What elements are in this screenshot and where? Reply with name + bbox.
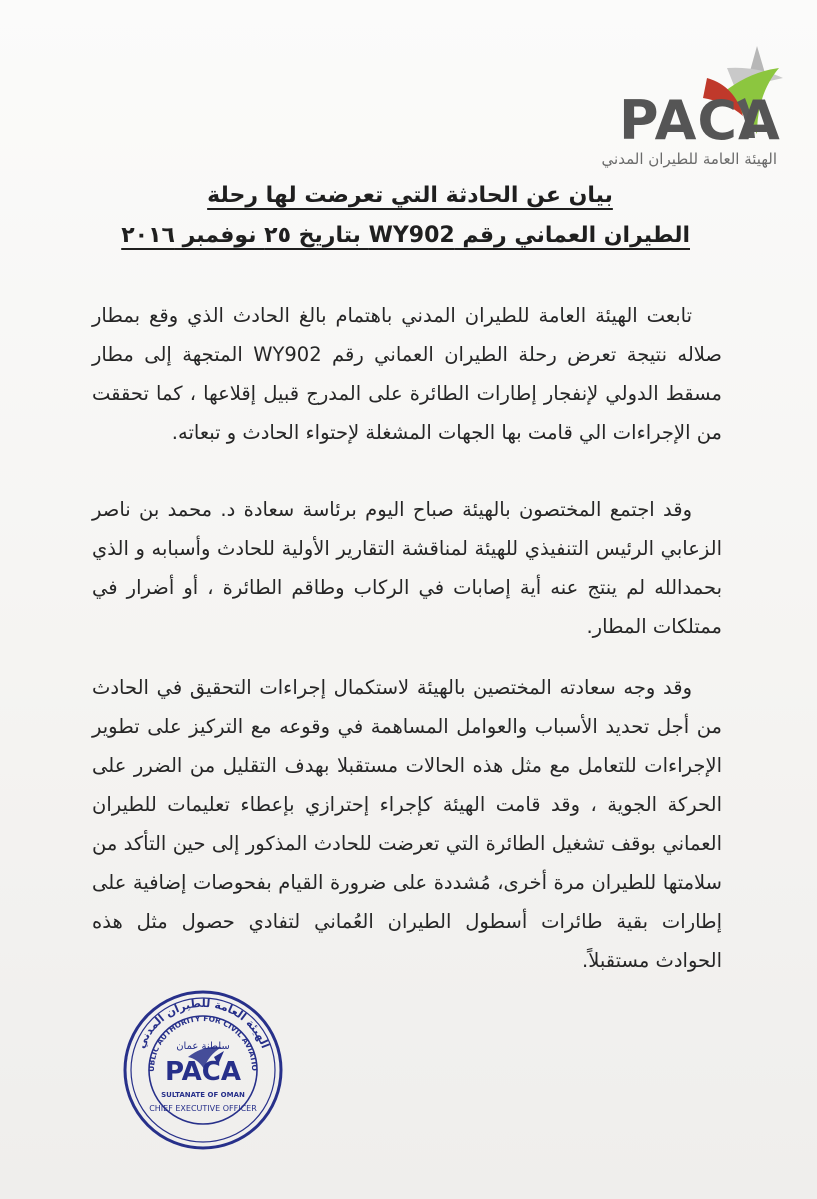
stamp-ring-arabic: الهيئة العامة للطيران المدني: [134, 996, 272, 1051]
paragraph-1-text: تابعت الهيئة العامة للطيران المدني باهتمام بالغ الحادث الذي وقع بمطار صلاله نتيجة تعرض رحلة الطيران العماني رقم WY902 المتجهة إلى مطار مسقط الدولي لإنفجار إطارات الطائرة على المدرج قبيل إقلاعها ، كما تحققت من الإجراءات الي قامت بها الجهات المشغلة لإحتواء الحادث و تبعاته.: [92, 304, 722, 444]
paca-arabic-name: الهيئة العامة للطيران المدني: [601, 150, 777, 168]
paragraph-2-text: وقد اجتمع المختصون بالهيئة صباح اليوم برئاسة سعادة د. محمد بن ناصر الزعابي الرئيس التنفيذي للهيئة لمناقشة التقارير الأولية للحادث وأسبابه و الذي بحمدالله لم ينتج عنه أية إصابات في الركاب وطاقم الطائرة ، أو أضرار في ممتلكات المطار.: [92, 498, 722, 638]
stamp-oman-arabic: سلطنة عمان: [176, 1041, 230, 1052]
statement-title-line-2: الطيران العماني رقم WY902 بتاريخ ٢٥ نوفمبر ٢٠١٦: [121, 223, 690, 248]
paragraph-3-text: وقد وجه سعادته المختصين بالهيئة لاستكمال إجراءات التحقيق في الحادث من أجل تحديد الأسباب والعوامل المساهمة في وقوعه مع التركيز على تطوير الإجراءات للتعامل مع مثل هذه الحالات مستقبلا بهدف التقليل من الضرر على الحركة الجوية ، وقد قامت الهيئة كإجراء إحترازي بإعطاء تعليمات للطيران العماني بوقف تشغيل الطائرة التي تعرضت للحادث المذكور إلى حين التأكد من سلامتها للطيران مرة أخرى، مُشددة على ضرورة القيام بفحوصات إضافية على إطارات بقية طائرات أسطول الطيران العُماني لتفادي حصول مثل هذه الحوادث مستقبلاً.: [92, 676, 722, 972]
paragraph-1: [92, 296, 722, 452]
official-stamp: [118, 985, 288, 1155]
paragraph-3: [92, 668, 722, 980]
stamp-sultanate: SULTANATE OF OMAN: [161, 1091, 245, 1099]
statement-title-line-1: بيان عن الحادثة التي تعرضت لها رحلة: [207, 183, 613, 208]
paca-wordmark: PACA: [619, 89, 781, 152]
stamp-ring-english: UBLIC AUTHORITY FOR CIVIL AVIATIO: [146, 1013, 260, 1072]
stamp-officer: CHIEF EXECUTIVE OFFICER: [149, 1104, 257, 1113]
stamp-paca-mark: PACA: [165, 1057, 241, 1087]
paragraph-2: [92, 490, 722, 646]
paca-logo: [601, 38, 787, 168]
